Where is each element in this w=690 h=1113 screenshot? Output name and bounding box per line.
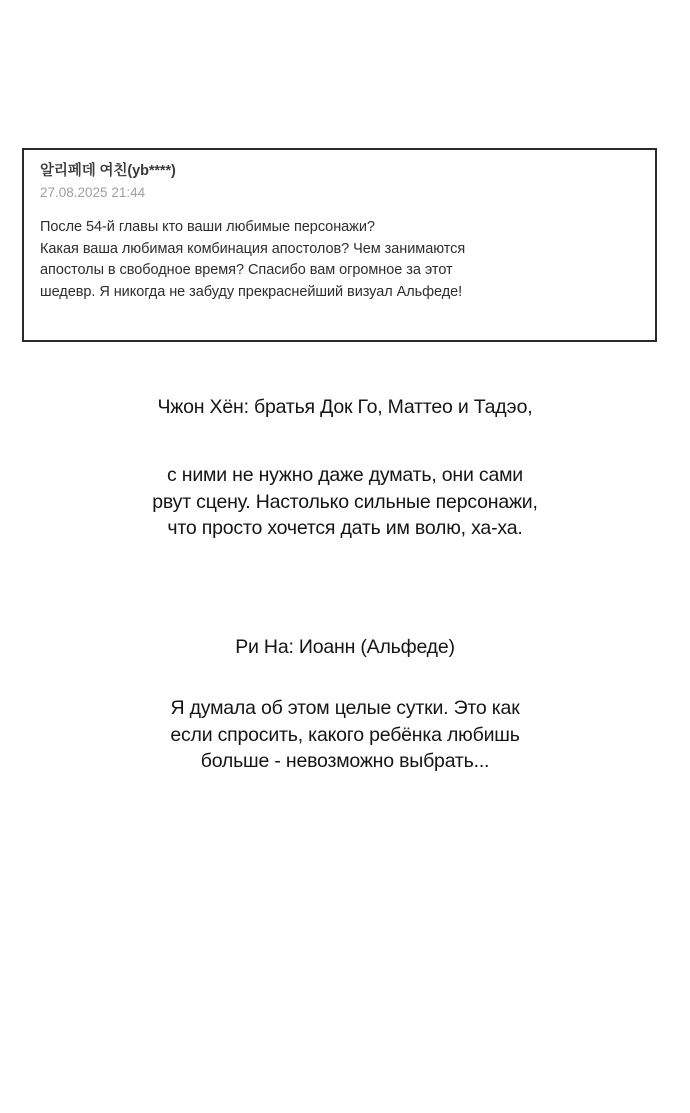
comment-timestamp: 27.08.2025 21:44	[40, 185, 146, 200]
answer-speaker-jeonghyeon	[0, 394, 690, 420]
speech-line: с ними не нужно даже думать, они сами	[167, 464, 523, 486]
speech-line: что просто хочется дать им волю, ха-ха.	[167, 517, 523, 539]
comment-body-line: апостолы в свободное время? Спасибо вам огромное за этот	[40, 262, 453, 278]
comment-body-line: После 54-й главы кто ваши любимые персонажи?	[40, 219, 375, 235]
speech-line: если спросить, какого ребёнка любишь	[170, 723, 520, 746]
speaker-line: Ри На: Иоанн (Альфеде)	[235, 636, 455, 658]
answer-text-rina	[0, 695, 690, 775]
comment-body	[24, 203, 655, 303]
comment-author-name: 알리페데 여친(yb****)	[40, 163, 176, 179]
speech-line: рвут сцену. Настолько сильные персонажи,	[152, 490, 538, 513]
speech-line: больше - невозможно выбрать...	[200, 750, 490, 772]
answer-text-jeonghyeon	[0, 462, 690, 542]
comment-card	[22, 148, 657, 342]
comment-header	[24, 150, 655, 203]
speech-line: Я думала об этом целые сутки. Это как	[170, 697, 520, 719]
speaker-line: Чжон Хён: братья Док Го, Маттео и Тадэо,	[157, 396, 533, 418]
comment-body-line: шедевр. Я никогда не забуду прекраснейший визуал Альфеде!	[40, 283, 463, 300]
comment-body-line: Какая ваша любимая комбинация апостолов? Чем занимаются	[40, 240, 466, 257]
answer-speaker-rina	[0, 634, 690, 660]
